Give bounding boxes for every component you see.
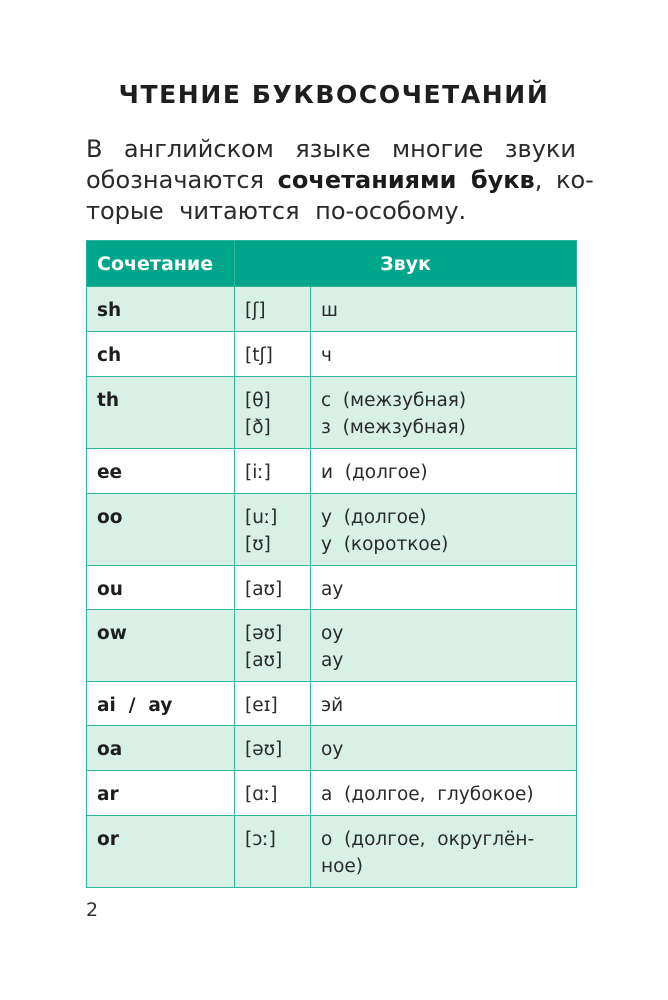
page-title: ЧТЕНИЕ БУКВОСОЧЕТАНИЙ (118, 80, 550, 109)
table-row (87, 566, 577, 610)
russian-equivalent (311, 566, 577, 610)
letter-combination: ar (87, 771, 235, 816)
intro-line-2-start: обозначаются (86, 166, 278, 194)
table-row (87, 726, 577, 771)
letter-combinations-table (86, 240, 577, 888)
table-row (87, 610, 577, 682)
russian-sound-text: эй (321, 695, 344, 716)
ipa-symbol: [aʊ] (245, 650, 283, 671)
ipa-symbol: [ɑː] (245, 784, 278, 805)
russian-equivalent (311, 771, 577, 816)
russian-equivalent (311, 610, 577, 682)
table-row (87, 771, 577, 816)
russian-sound-text: а (долгое, глубокое) (321, 784, 534, 805)
ipa-transcription (235, 816, 311, 888)
russian-sound-text: о (долгое, округлён- (321, 829, 535, 850)
table-row (87, 287, 577, 332)
intro-line-2 (86, 165, 594, 196)
ipa-transcription (235, 726, 311, 771)
russian-equivalent (311, 816, 577, 888)
russian-equivalent (311, 287, 577, 332)
russian-equivalent (311, 682, 577, 726)
russian-equivalent (311, 726, 577, 771)
intro-line-3: торые читаются по-особому. (86, 197, 467, 225)
table-row (87, 682, 577, 726)
ipa-transcription (235, 377, 311, 449)
ipa-symbol: [uː] (245, 507, 278, 528)
ipa-symbol: [tʃ] (245, 345, 273, 366)
ipa-symbol: [əʊ] (245, 739, 283, 760)
ipa-transcription (235, 682, 311, 726)
ipa-symbol: [eɪ] (245, 695, 278, 716)
russian-sound-text: ш (321, 300, 338, 321)
russian-sound-text: у (долгое) (321, 507, 427, 528)
russian-sound-text: с (межзубная) (321, 390, 467, 411)
ipa-symbol: [aʊ] (245, 579, 283, 600)
russian-sound-text: ау (321, 650, 344, 671)
letter-combination: ai / ay (87, 682, 235, 726)
russian-sound-text: оу (321, 739, 344, 760)
letter-combination: oo (87, 494, 235, 566)
ipa-symbol: [ʊ] (245, 534, 271, 555)
intro-bold-term: сочетаниями букв (277, 166, 535, 194)
table-header-row (87, 241, 577, 287)
ipa-transcription (235, 494, 311, 566)
russian-sound-text: у (короткое) (321, 534, 449, 555)
table-row (87, 816, 577, 888)
ipa-symbol: [ð] (245, 417, 271, 438)
russian-sound-text: з (межзубная) (321, 417, 466, 438)
russian-sound-text: ное) (321, 856, 364, 877)
russian-equivalent (311, 449, 577, 494)
russian-equivalent (311, 377, 577, 449)
ipa-transcription (235, 332, 311, 377)
header-sound: Звук (235, 241, 577, 287)
russian-sound-text: ч (321, 345, 332, 366)
page-number: 2 (86, 899, 99, 921)
letter-combination: ow (87, 610, 235, 682)
russian-equivalent (311, 332, 577, 377)
table-row (87, 494, 577, 566)
letter-combination: ee (87, 449, 235, 494)
letter-combination: ch (87, 332, 235, 377)
russian-sound-text: оу (321, 623, 344, 644)
table-row (87, 449, 577, 494)
letter-combination: oa (87, 726, 235, 771)
table-row (87, 377, 577, 449)
ipa-transcription (235, 449, 311, 494)
letter-combination: or (87, 816, 235, 888)
ipa-symbol: [ɔː] (245, 829, 276, 850)
letter-combination: ou (87, 566, 235, 610)
header-combination: Сочетание (87, 241, 235, 287)
ipa-symbol: [iː] (245, 462, 271, 483)
ipa-symbol: [θ] (245, 390, 271, 411)
russian-sound-text: и (долгое) (321, 462, 428, 483)
ipa-transcription (235, 771, 311, 816)
russian-sound-text: ау (321, 579, 344, 600)
table-body (87, 287, 577, 888)
letter-combination: sh (87, 287, 235, 332)
table-row (87, 332, 577, 377)
letter-combination: th (87, 377, 235, 449)
intro-line-1: В английском языке многие звуки (86, 135, 576, 163)
intro-paragraph (86, 134, 594, 227)
ipa-symbol: [ʃ] (245, 300, 266, 321)
russian-equivalent (311, 494, 577, 566)
intro-line-2-end: , ко- (534, 166, 594, 194)
ipa-transcription (235, 566, 311, 610)
ipa-symbol: [əʊ] (245, 623, 283, 644)
ipa-transcription (235, 610, 311, 682)
ipa-transcription (235, 287, 311, 332)
